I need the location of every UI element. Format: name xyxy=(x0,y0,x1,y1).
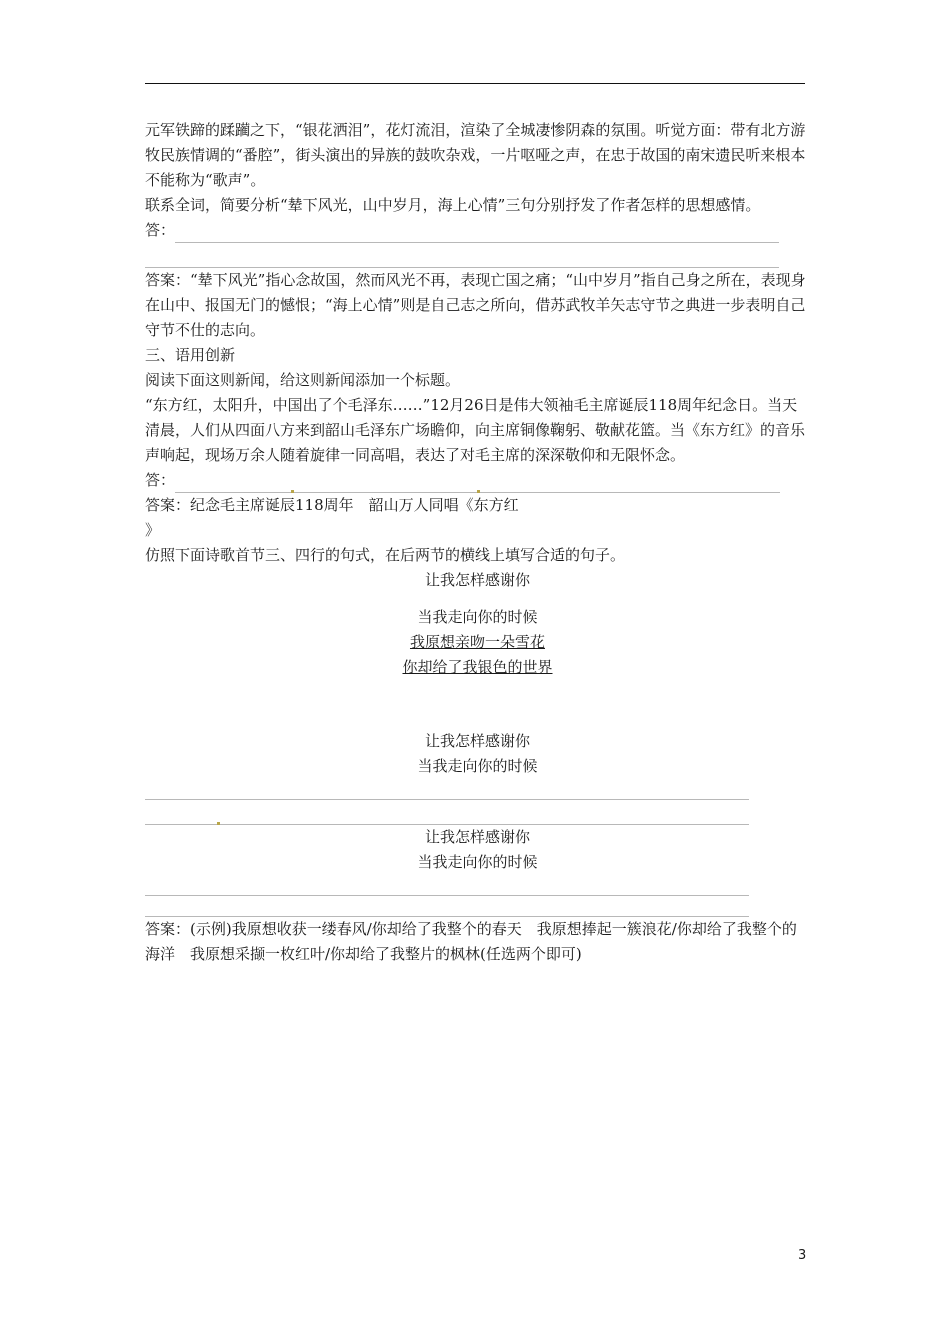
poem-line-underlined: 你却给了我银色的世界 xyxy=(402,658,553,676)
answer-blank[interactable] xyxy=(145,253,779,268)
fill-blank-line[interactable] xyxy=(145,810,217,825)
fill-blank-line[interactable] xyxy=(220,810,749,825)
answer-2-line-1: 答案：纪念毛主席诞辰118周年 韶山万人同唱《东方红 xyxy=(145,496,519,514)
page-number: 3 xyxy=(798,1248,807,1263)
answer-line-2 xyxy=(145,243,810,268)
fill-blank-line[interactable] xyxy=(145,875,749,896)
poem-line: 当我走向你的时候 xyxy=(417,608,538,626)
section-heading: 三、语用创新 xyxy=(145,346,236,364)
question-1: 联系全词，简要分析“辇下风光，山中岁月，海上心情”三句分别抒发了作者怎样的思想感情。 xyxy=(145,196,761,214)
answer-2-line-2: 》 xyxy=(145,521,161,539)
answer-blank[interactable] xyxy=(175,228,779,243)
fill-blank-row xyxy=(145,800,810,825)
news-paragraph: “东方红，太阳升，中国出了个毛泽东……”12月26日是伟大领袖毛主席诞辰118周年纪念日。当天清晨，人们从四面八方来到韶山毛泽东广场瞻仰，向主席铜像鞠躬、敬献花篮。当《东方红》的音乐声响起，现场万余人随着旋律一同高唱，表达了对毛主席的深深敬仰和无限怀念。 xyxy=(145,396,806,464)
poem-line-underlined: 我原想亲吻一朵雪花 xyxy=(409,633,545,651)
answer-blank[interactable] xyxy=(480,478,780,493)
poem-line: 当我走向你的时候 xyxy=(417,757,538,775)
poem-stanza-2 xyxy=(145,729,810,779)
answer-3: 答案：(示例)我原想收获一缕春风/你却给了我整个的春天 我原想捧起一簇浪花/你却给了我整个的海洋 我原想采撷一枚红叶/你却给了我整片的枫林(任选两个即可) xyxy=(145,920,797,963)
document-body xyxy=(145,118,810,967)
poem-line: 让我怎样感谢你 xyxy=(424,828,530,846)
fill-blank-line[interactable] xyxy=(145,896,749,917)
answer-label: 答： xyxy=(145,471,176,489)
poem-stanza-1 xyxy=(145,568,810,680)
question-2: 阅读下面这则新闻，给这则新闻添加一个标题。 xyxy=(145,371,461,389)
fill-blank-line[interactable] xyxy=(145,779,749,800)
answer-1: 答案：“辇下风光”指心念故国，然而风光不再，表现亡国之痛；“山中岁月”指自己身之所在，表现身在山中、报国无门的憾恨；“海上心情”则是自己志之所向，借苏武牧羊矢志守节之典进一步表明自己守节不仕的志向。 xyxy=(145,271,806,339)
answer-line-1 xyxy=(145,218,810,243)
poem-stanza-3 xyxy=(145,825,810,875)
question-3: 仿照下面诗歌首节三、四行的句式，在后两节的横线上填写合适的句子。 xyxy=(145,546,626,564)
poem-line: 让我怎样感谢你 xyxy=(424,571,530,589)
poem-line: 当我走向你的时候 xyxy=(417,853,538,871)
answer-blank[interactable] xyxy=(175,478,291,493)
intro-paragraph: 元军铁蹄的蹂躏之下，“银花洒泪”，花灯流泪，渲染了全城凄惨阴森的氛围。听觉方面：带有北方游牧民族情调的“番腔”，街头演出的异族的鼓吹杂戏，一片呕哑之声，在忠于故国的南宋遗民听来根本不能称为“歌声”。 xyxy=(145,121,806,189)
header-rule xyxy=(145,83,805,84)
answer-line-3 xyxy=(145,468,810,493)
poem-line: 让我怎样感谢你 xyxy=(424,732,530,750)
answer-blank[interactable] xyxy=(294,478,477,493)
answer-label: 答： xyxy=(145,221,176,239)
